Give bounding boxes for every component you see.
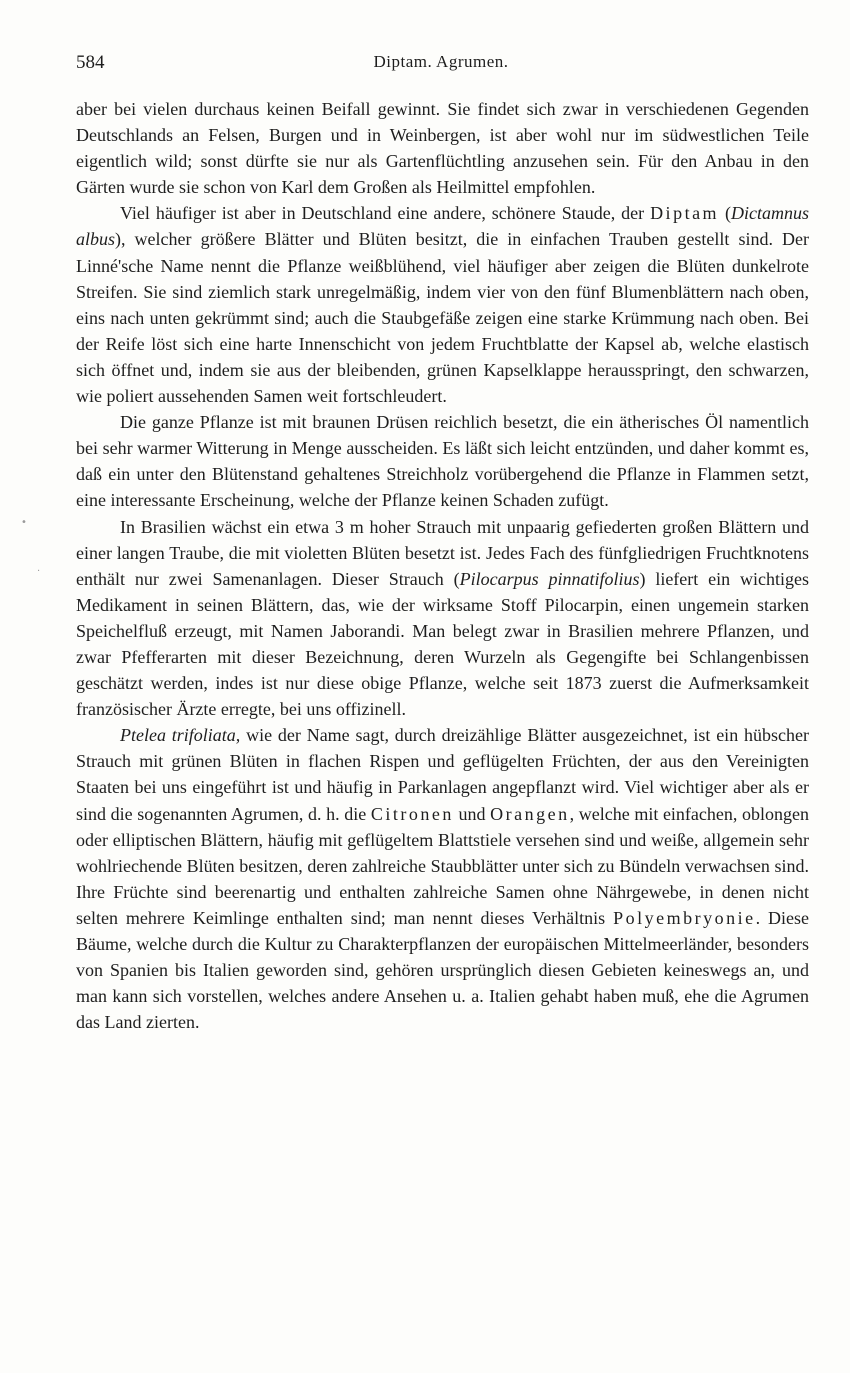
paragraph (76, 96, 809, 200)
margin-speck: · (37, 566, 41, 577)
body-text (76, 96, 809, 1035)
latin-name: Dictamnus albus (76, 203, 809, 250)
text-run: Viel häufiger ist aber in Deutschland eine andere, schönere Staude, der (120, 203, 651, 224)
paragraph (76, 722, 809, 1035)
text-run: . Diese Bäume, welche durch die Kultur zu Charakterpflanzen der europäischen Mittelmeerländer, besonders von Spanien bis Italien geworden sind, gehören ursprünglich diesen Gebieten keineswegs an, und man kann sich vorstellen, welches andere Ansehen u. a. Italien gehabt haben muß, ehe die Agrumen das Land zierten. (76, 907, 810, 1033)
text-run: , welche mit einfachen, oblongen oder elliptischen Blättern, häufig mit geflügeltem Blattstiele versehen sind und weiße, allgemein sehr wohlriechende Blüten besitzen, deren zahlreiche Staubblätter unter sich zu Bündeln verwachsen sind. Ihre Früchte sind beerenartig und enthalten zahlreiche Samen ohne Nährgewebe, in denen nicht selten mehrere Keimlinge enthalten sind; man nennt dieses Verhältnis (76, 803, 810, 928)
paragraph (76, 200, 809, 409)
paragraph (76, 514, 809, 723)
text-run: ) liefert ein wichtiges Medikament in seinen Blättern, das, wie der wirksame Stoff Pilocarpin, einen ungemein starken Speichelfluß erzeugt, mit Namen Jaborandi. Man belegt zwar in Brasilien mehrere Pflanzen, und zwar Pfefferarten mit dieser Bezeichnung, deren Wurzeln als Gegengifte bei Schlangenbissen geschätzt werden, indes ist nur diese obige Pflanze, welche seit 1873 zuerst die Aufmerksamkeit französischer Ärzte erregte, bei uns offizinell. (76, 568, 809, 720)
text-run: Die ganze Pflanze ist mit braunen Drüsen reichlich besetzt, die ein ätherisches Öl namentlich bei sehr warmer Witterung in Menge ausscheiden. Es läßt sich leicht entzünden, und daher kommt es, daß ein unter den Blütenstand gehaltenes Streichholz vorübergehend die Pflanze in Flammen setzt, eine interessante Erscheinung, welche der Pflanze keinen Schaden zufügt. (76, 412, 809, 511)
running-title: Diptam. Agrumen. (373, 52, 509, 71)
text-run: wie der Name sagt, durch dreizählige Blätter ausgezeichnet, ist ein hübscher Strauch mit grünen Blüten in flachen Rispen und geflügelten Früchten, der aus den Vereinigten Staaten bei uns eingeführt ist und häufig in Parkanlagen angepflanzt wird. Viel wichtiger aber als er sind die sogenannten Agrumen, d. h. die (76, 725, 809, 824)
paragraph (76, 409, 809, 513)
text-run: und (453, 803, 491, 824)
latin-name: Ptelea trifoliata, (120, 725, 241, 746)
text-run: ), welcher größere Blätter und Blüten besitzt, die in einfachen Trauben gestellt sind. Der Linné'sche Name nennt die Pflanze weißblühend, viel häufiger aber zeigen die Blüten dunkelrote Streifen. Sie sind ziemlich stark unregelmäßig, indem vier von den fünf Blumenblättern nach oben, eins nach unten gekrümmt sind; auch die Staubgefäße zeigen eine starke Krümmung nach oben. Bei der Reife löst sich eine harte Innenschicht von jedem Fruchtblatte der Kapsel ab, welche elastisch sich öffnet und, indem sie aus der bleibenden, grünen Kapselklappe herausspringt, den schwarzen, wie poliert aussehenden Samen weit fortschleudert. (76, 229, 809, 407)
text-run: aber bei vielen durchaus keinen Beifall gewinnt. Sie findet sich zwar in verschiedenen Gegenden Deutschlands an Felsen, Burgen und in Weinbergen, ist aber wohl nur im südwestlichen Teile eigentlich wild; sonst dürfte sie nur als Gartenflüchtling anzusehen sein. Für den Anbau in den Gärten wurde sie schon von Karl dem Großen als Heilmittel empfohlen. (76, 99, 809, 198)
spaced-term: Orangen (490, 803, 570, 824)
page-number: 584 (76, 52, 105, 73)
latin-name: Pilocarpus pinnatifolius (459, 568, 640, 589)
text-run: ( (719, 203, 731, 224)
spaced-term: Diptam (650, 203, 720, 224)
margin-speck: • (21, 517, 27, 528)
spaced-term: Citronen (370, 803, 454, 824)
text-run: In Brasilien wächst ein etwa 3 m hoher Strauch mit unpaarig gefiederten großen Blättern und einer langen Traube, die mit violetten Blüten besetzt ist. Jedes Fach des fünfgliedrigen Fruchtknotens enthält nur zwei Samenanlagen. Dieser Strauch ( (76, 516, 809, 589)
spaced-term: Polyembryonie (613, 907, 756, 928)
page-header (76, 52, 806, 82)
